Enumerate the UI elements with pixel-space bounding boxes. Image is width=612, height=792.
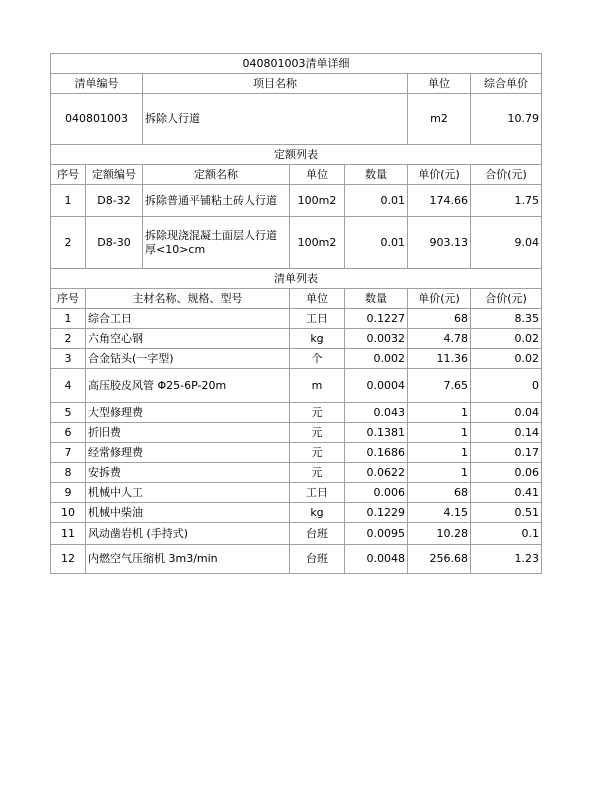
material-row xyxy=(51,483,542,503)
material-total: 1.23 xyxy=(471,545,542,574)
material-unit-price: 10.28 xyxy=(408,523,471,545)
material-total: 0.06 xyxy=(471,463,542,483)
material-total: 0.1 xyxy=(471,523,542,545)
material-qty: 0.0004 xyxy=(345,369,408,403)
material-unit-price: 4.15 xyxy=(408,503,471,523)
material-name: 安拆费 xyxy=(86,463,290,483)
quota-qty: 0.01 xyxy=(345,185,408,217)
material-row xyxy=(51,523,542,545)
material-total: 0.14 xyxy=(471,423,542,443)
material-qty: 0.1229 xyxy=(345,503,408,523)
quota-seq-header: 序号 xyxy=(51,165,86,185)
material-qty: 0.1686 xyxy=(345,443,408,463)
material-name: 机械中人工 xyxy=(86,483,290,503)
material-qty: 0.002 xyxy=(345,349,408,369)
quota-total: 1.75 xyxy=(471,185,542,217)
material-unit: m xyxy=(290,369,345,403)
quota-row xyxy=(51,217,542,269)
material-name: 综合工日 xyxy=(86,309,290,329)
quota-code: D8-32 xyxy=(86,185,143,217)
material-qty: 0.0048 xyxy=(345,545,408,574)
material-total: 0.02 xyxy=(471,349,542,369)
material-seq: 1 xyxy=(51,309,86,329)
material-unit: 元 xyxy=(290,423,345,443)
material-qty: 0.0622 xyxy=(345,463,408,483)
material-total: 0.41 xyxy=(471,483,542,503)
quota-unit-price-header: 单价(元) xyxy=(408,165,471,185)
material-unit: 工日 xyxy=(290,483,345,503)
material-total: 0.17 xyxy=(471,443,542,463)
material-row xyxy=(51,503,542,523)
material-seq: 3 xyxy=(51,349,86,369)
quota-unit-header: 单位 xyxy=(290,165,345,185)
material-name: 合金钻头(一字型) xyxy=(86,349,290,369)
material-seq: 6 xyxy=(51,423,86,443)
material-row xyxy=(51,463,542,483)
material-qty: 0.0095 xyxy=(345,523,408,545)
material-row xyxy=(51,403,542,423)
material-unit-price: 1 xyxy=(408,403,471,423)
bill-price-header: 综合单价 xyxy=(471,74,542,94)
material-name: 折旧费 xyxy=(86,423,290,443)
material-unit-price: 68 xyxy=(408,483,471,503)
bill-header-row xyxy=(51,74,542,94)
material-total-header: 合价(元) xyxy=(471,289,542,309)
material-unit-price-header: 单价(元) xyxy=(408,289,471,309)
material-total: 8.35 xyxy=(471,309,542,329)
quota-unit-price: 174.66 xyxy=(408,185,471,217)
material-unit: 元 xyxy=(290,403,345,423)
material-qty: 0.0032 xyxy=(345,329,408,349)
material-row xyxy=(51,329,542,349)
material-seq: 4 xyxy=(51,369,86,403)
material-row xyxy=(51,443,542,463)
material-unit-price: 1 xyxy=(408,463,471,483)
material-qty-header: 数量 xyxy=(345,289,408,309)
quota-header-row xyxy=(51,165,542,185)
material-seq: 11 xyxy=(51,523,86,545)
material-name: 风动凿岩机 (手持式) xyxy=(86,523,290,545)
bill-unit-header: 单位 xyxy=(408,74,471,94)
material-seq: 2 xyxy=(51,329,86,349)
material-seq: 9 xyxy=(51,483,86,503)
quota-section-row xyxy=(51,145,542,165)
quota-qty-header: 数量 xyxy=(345,165,408,185)
material-row xyxy=(51,369,542,403)
material-unit: 元 xyxy=(290,463,345,483)
quota-code-header: 定额编号 xyxy=(86,165,143,185)
material-seq: 12 xyxy=(51,545,86,574)
material-qty: 0.1227 xyxy=(345,309,408,329)
quota-name: 拆除普通平铺粘土砖人行道 xyxy=(143,185,290,217)
quota-section-title: 定额列表 xyxy=(51,145,542,165)
material-unit-price: 11.36 xyxy=(408,349,471,369)
bill-code: 040801003 xyxy=(51,94,143,145)
material-total: 0.02 xyxy=(471,329,542,349)
bill-row xyxy=(51,94,542,145)
material-header-row xyxy=(51,289,542,309)
material-section-row xyxy=(51,269,542,289)
material-unit: 工日 xyxy=(290,309,345,329)
material-name: 六角空心钢 xyxy=(86,329,290,349)
material-unit: kg xyxy=(290,329,345,349)
material-total: 0.04 xyxy=(471,403,542,423)
material-qty: 0.043 xyxy=(345,403,408,423)
material-seq: 8 xyxy=(51,463,86,483)
quota-qty: 0.01 xyxy=(345,217,408,269)
quota-name-header: 定额名称 xyxy=(143,165,290,185)
material-name-header: 主材名称、规格、型号 xyxy=(86,289,290,309)
bill-price: 10.79 xyxy=(471,94,542,145)
title-row xyxy=(51,54,542,74)
material-unit-price: 256.68 xyxy=(408,545,471,574)
material-seq: 10 xyxy=(51,503,86,523)
material-section-title: 清单列表 xyxy=(51,269,542,289)
bill-code-header: 清单编号 xyxy=(51,74,143,94)
material-unit-price: 7.65 xyxy=(408,369,471,403)
quota-unit-price: 903.13 xyxy=(408,217,471,269)
quota-code: D8-30 xyxy=(86,217,143,269)
material-unit: 台班 xyxy=(290,545,345,574)
quota-unit: 100m2 xyxy=(290,185,345,217)
material-unit-price: 68 xyxy=(408,309,471,329)
material-row xyxy=(51,423,542,443)
bill-name: 拆除人行道 xyxy=(143,94,408,145)
material-unit-price: 4.78 xyxy=(408,329,471,349)
material-unit: kg xyxy=(290,503,345,523)
material-row xyxy=(51,309,542,329)
quota-name: 拆除现浇混凝土面层人行道厚<10>cm xyxy=(143,217,290,269)
quota-unit: 100m2 xyxy=(290,217,345,269)
material-unit-price: 1 xyxy=(408,423,471,443)
material-seq-header: 序号 xyxy=(51,289,86,309)
bill-detail-table xyxy=(50,53,542,574)
material-name: 高压胶皮风管 Φ25-6P-20m xyxy=(86,369,290,403)
material-unit-header: 单位 xyxy=(290,289,345,309)
quota-seq: 2 xyxy=(51,217,86,269)
material-total: 0 xyxy=(471,369,542,403)
material-unit: 个 xyxy=(290,349,345,369)
quota-total: 9.04 xyxy=(471,217,542,269)
bill-unit: m2 xyxy=(408,94,471,145)
quota-row xyxy=(51,185,542,217)
material-unit: 台班 xyxy=(290,523,345,545)
quota-total-header: 合价(元) xyxy=(471,165,542,185)
material-seq: 7 xyxy=(51,443,86,463)
material-unit: 元 xyxy=(290,443,345,463)
quota-seq: 1 xyxy=(51,185,86,217)
material-row xyxy=(51,545,542,574)
material-name: 内燃空气压缩机 3m3/min xyxy=(86,545,290,574)
material-qty: 0.006 xyxy=(345,483,408,503)
material-name: 经常修理费 xyxy=(86,443,290,463)
material-total: 0.51 xyxy=(471,503,542,523)
material-name: 机械中柴油 xyxy=(86,503,290,523)
bill-name-header: 项目名称 xyxy=(143,74,408,94)
material-row xyxy=(51,349,542,369)
material-unit-price: 1 xyxy=(408,443,471,463)
material-qty: 0.1381 xyxy=(345,423,408,443)
sheet-title: 040801003清单详细 xyxy=(51,54,542,74)
material-seq: 5 xyxy=(51,403,86,423)
material-name: 大型修理费 xyxy=(86,403,290,423)
